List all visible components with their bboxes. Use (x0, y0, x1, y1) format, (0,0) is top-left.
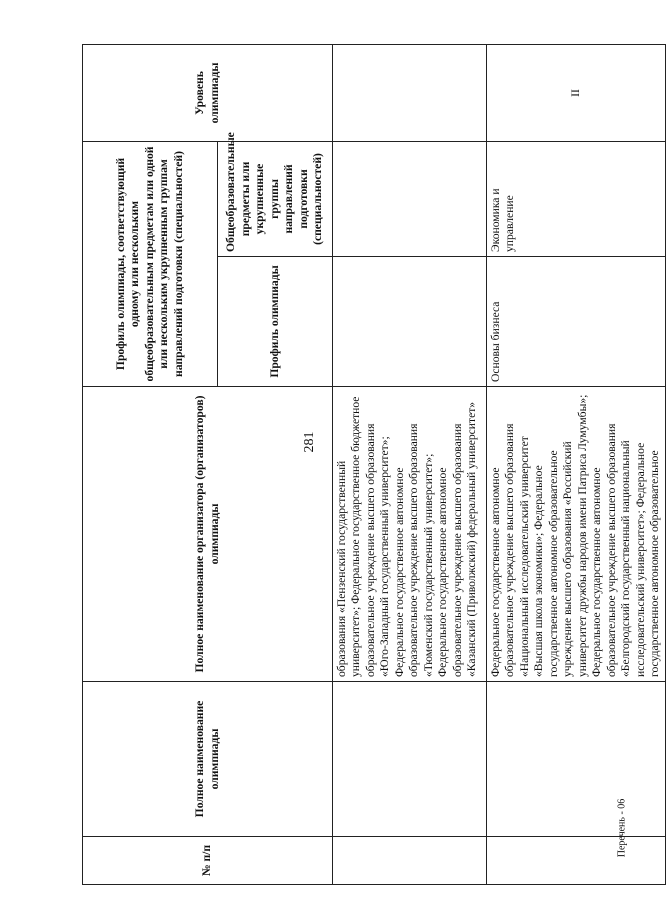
header-num: № п/п (83, 837, 333, 885)
header-profile-group: Профиль олимпиады, соответствующий одному или нескольким общеобразовательным предметам или одной или нескольким укрупненным группам направлений подготовки (специальностей) (83, 142, 218, 387)
cell-subjects (333, 142, 487, 257)
cell-organizer: образования «Пензенский государственный университет»; Федеральное государственное бюджетное образовательное учреждение высшего образования «Юго-Западный государственный университет»; Федеральное государственное автономное образовательное учреждение высшего образования «Тюменский государственный университет»; Федеральное государственное автономное образовательное учреждение высшего образования «Казанский (Приволжский) федеральный университет» (333, 387, 487, 682)
header-row (83, 45, 218, 885)
footer-code: Перечень - 06 (616, 798, 628, 858)
cell-organizer: Федеральное государственное автономное образовательное учреждение высшего образования «Национальный исследовательский университет «Высшая школа экономики»; Федеральное государственное автономное образовательное учреждение высшего образования «Российский университет дружбы народов имени Патриса Лумумбы»; Федеральное государственное автономное образовательное учреждение высшего образования «Белгородский государственный национальный исследовательский университет»; Федеральное государственное автономное образовательное (487, 387, 666, 682)
table-row (333, 45, 487, 885)
header-subjects: Общеобразовательные предметы или укрупненные группы направлений подготовки (специальностей) (218, 142, 333, 257)
cell-num (487, 837, 666, 885)
cell-subjects: Экономика и управление (487, 142, 666, 257)
cell-num (333, 837, 487, 885)
table-row (487, 45, 666, 885)
cell-profile: Основы бизнеса (487, 257, 666, 387)
header-olympiad-name: Полное наименование олимпиады (83, 682, 333, 837)
olympiad-table-container (82, 45, 662, 885)
cell-level (333, 45, 487, 142)
cell-level: II (487, 45, 666, 142)
cell-olympiad-name (487, 682, 666, 837)
page-number: 281 (302, 431, 317, 453)
header-profile: Профиль олимпиады (218, 257, 333, 387)
cell-profile (333, 257, 487, 387)
header-level: Уровень олимпиады (83, 45, 333, 142)
cell-olympiad-name (333, 682, 487, 837)
olympiad-table (82, 44, 666, 885)
header-organizer: Полное наименование организатора (организаторов) олимпиады (83, 387, 333, 682)
